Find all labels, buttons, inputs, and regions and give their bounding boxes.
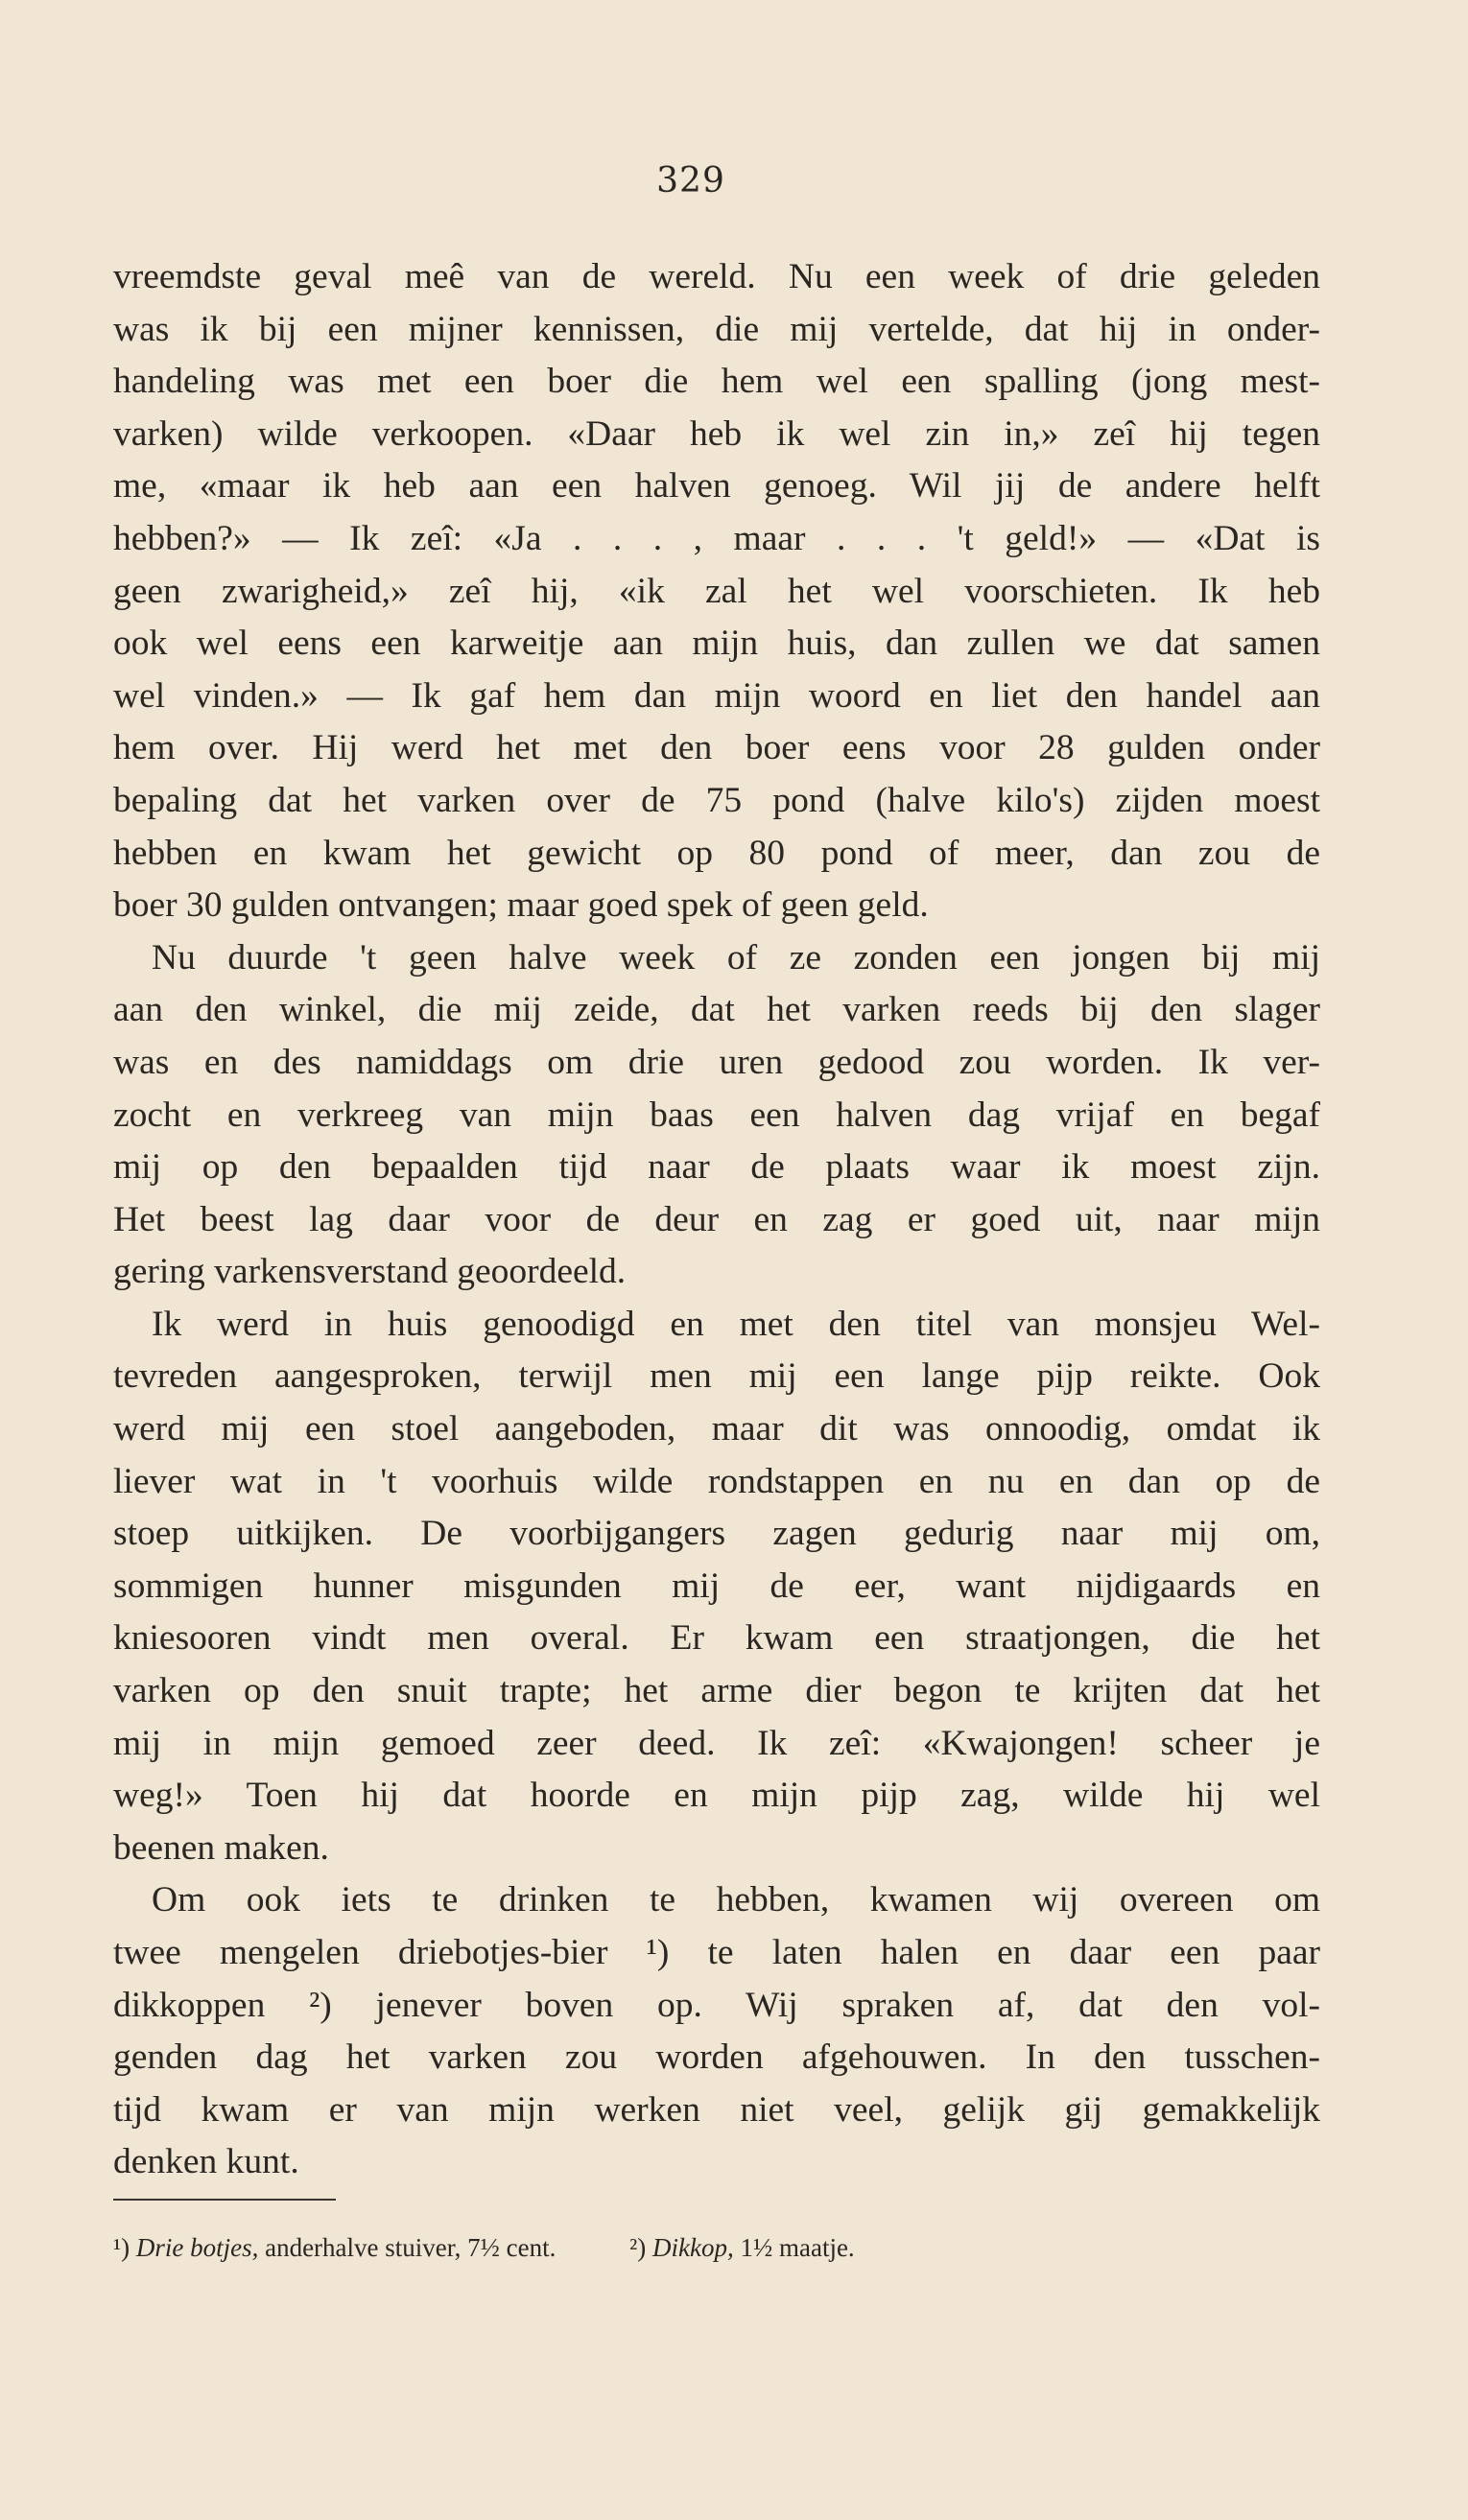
text-line: hebben?» — Ik zeî: «Ja . . . , maar . . . 't geld!» — «Dat is [113, 518, 1320, 558]
text-line: geen zwarigheid,» zeî hij, «ik zal het wel voorschieten. Ik heb [113, 571, 1320, 611]
text-line: zocht en verkreeg van mijn baas een halven dag vrijaf en begaf [113, 1095, 1320, 1135]
text-line: Ik werd in huis genoodigd en met den titel van monsjeu Wel- [152, 1304, 1320, 1344]
text-line: werd mij een stoel aangeboden, maar dit was onnoodig, omdat ik [113, 1409, 1320, 1449]
text-line: me, «maar ik heb aan een halven genoeg. Wil jij de andere helft [113, 466, 1320, 506]
footnote-text: anderhalve stuiver, 7½ cent. [265, 2233, 556, 2262]
footnote-term: Drie botjes, [135, 2233, 259, 2262]
text-line: was ik bij een mijner kennissen, die mij vertelde, dat hij in onder- [113, 309, 1320, 349]
text-line: Om ook iets te drinken te hebben, kwamen wij overeen om [152, 1880, 1320, 1920]
text-line: twee mengelen driebotjes-bier ¹) te laten halen en daar een paar [113, 1933, 1320, 1972]
footnote-term: Dikkop, [652, 2233, 734, 2262]
text-line: gering varkensverstand geoordeeld. [113, 1252, 627, 1292]
text-line: hem over. Hij werd het met den boer eens voor 28 gulden onder [113, 728, 1320, 768]
text-line: stoep uitkijken. De voorbijgangers zagen gedurig naar mij om, [113, 1514, 1320, 1554]
text-line: mij in mijn gemoed zeer deed. Ik zeî: «Kwajongen! scheer je [113, 1723, 1320, 1763]
text-line: Nu duurde 't geen halve week of ze zonden een jongen bij mij [152, 937, 1320, 977]
text-line: bepaling dat het varken over de 75 pond (halve kilo's) zijden moest [113, 780, 1320, 820]
text-line: mij op den bepaalden tijd naar de plaats waar ik moest zijn. [113, 1147, 1320, 1188]
text-line: kniesooren vindt men overal. Er kwam een straatjongen, die het [113, 1618, 1320, 1659]
footnote-divider [113, 2199, 336, 2201]
text-line: varken op den snuit trapte; het arme dier begon te krijten dat het [113, 1671, 1320, 1711]
text-line: Het beest lag daar voor de deur en zag er goed uit, naar mijn [113, 1199, 1320, 1239]
text-line: liever wat in 't voorhuis wilde rondstappen en nu en dan op de [113, 1461, 1320, 1501]
footnote-marker: ¹) [113, 2233, 130, 2262]
text-line: hebben en kwam het gewicht op 80 pond of meer, dan zou de [113, 833, 1320, 873]
text-line: weg!» Toen hij dat hoorde en mijn pijp zag, wilde hij wel [113, 1776, 1320, 1816]
footnote-2 [629, 2233, 855, 2263]
text-line: beenen maken. [113, 1827, 329, 1868]
text-line: wel vinden.» — Ik gaf hem dan mijn woord en liet den handel aan [113, 675, 1320, 716]
body-text [113, 251, 1320, 2189]
text-line: aan den winkel, die mij zeide, dat het varken reeds bij den slager [113, 990, 1320, 1030]
footnote-1 [113, 2233, 556, 2263]
footnotes [113, 2233, 1320, 2263]
text-line: boer 30 gulden ontvangen; maar goed spek of geen geld. [113, 885, 929, 926]
text-line: was en des namiddags om drie uren gedood zou worden. Ik ver- [113, 1042, 1320, 1082]
text-line: denken kunt. [113, 2142, 299, 2182]
text-line: tijd kwam er van mijn werken niet veel, gelijk gij gemakkelijk [113, 2089, 1320, 2130]
text-line: ook wel eens een karweitje aan mijn huis, dan zullen we dat samen [113, 624, 1320, 664]
text-line: tevreden aangesproken, terwijl men mij een lange pijp reikte. Ook [113, 1356, 1320, 1397]
text-line: handeling was met een boer die hem wel een spalling (jong mest- [113, 362, 1320, 402]
footnote-text: 1½ maatje. [740, 2233, 855, 2262]
text-line: varken) wilde verkoopen. «Daar heb ik wel zin in,» zeî hij tegen [113, 413, 1320, 454]
footnote-marker: ²) [629, 2233, 647, 2262]
text-line: sommigen hunner misgunden mij de eer, want nijdigaards en [113, 1566, 1320, 1606]
page-number: 329 [656, 161, 725, 200]
text-line: genden dag het varken zou worden afgehouwen. In den tusschen- [113, 2037, 1320, 2078]
text-line: vreemdste geval meê van de wereld. Nu een week of drie geleden [113, 257, 1320, 296]
text-line: dikkoppen ²) jenever boven op. Wij spraken af, dat den vol- [113, 1985, 1320, 2025]
